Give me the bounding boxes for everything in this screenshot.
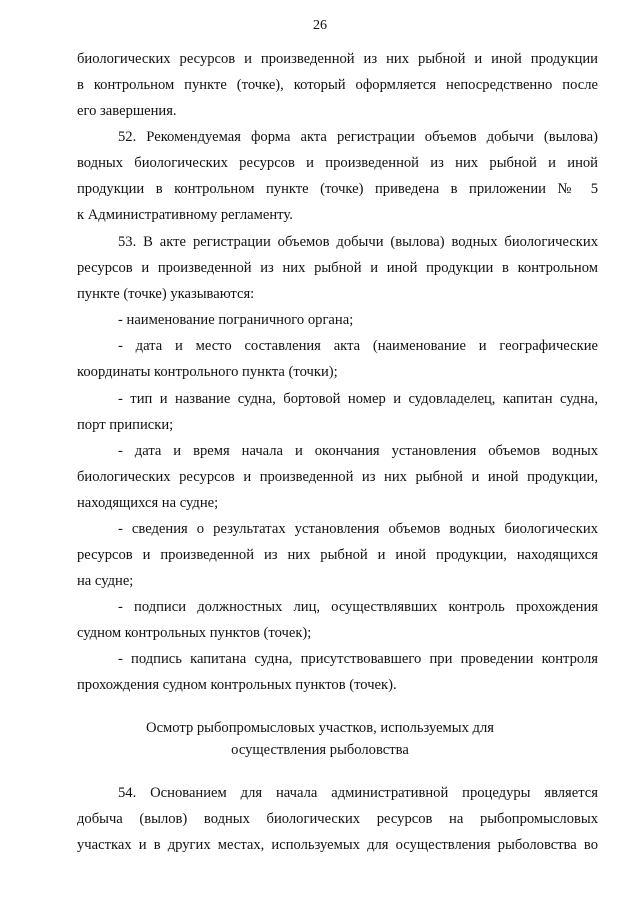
list-item: - подписи должностных лиц, осуществлявших контроль прохождения <box>118 599 598 615</box>
text-line: координаты контрольного пункта (точки); <box>77 364 338 380</box>
text-line: биологических ресурсов и произведенной из них рыбной и иной продукции, <box>77 469 598 485</box>
list-item: - сведения о результатах установления объемов водных биологических <box>118 521 598 537</box>
list-item: - подпись капитана судна, присутствовавшего при проведении контроля <box>118 651 598 667</box>
list-item: - наименование пограничного органа; <box>118 312 354 328</box>
section-heading: осуществления рыболовства <box>231 742 409 758</box>
text-line: участках и в других местах, используемых для осуществления рыболовства во <box>77 837 598 853</box>
text-line: добыча (вылов) водных биологических ресурсов на рыбопромысловых <box>77 811 598 827</box>
section-heading: Осмотр рыбопромысловых участков, используемых для <box>146 720 494 736</box>
paragraph-52-line: 52. Рекомендуемая форма акта регистрации объемов добычи (вылова) <box>118 129 598 145</box>
text-line: в контрольном пункте (точке), который оформляется непосредственно после <box>77 77 598 93</box>
text-line: биологических ресурсов и произведенной из них рыбной и иной продукции <box>77 51 598 67</box>
list-item: - тип и название судна, бортовой номер и судовладелец, капитан судна, <box>118 391 598 407</box>
text-line: водных биологических ресурсов и произведенной из них рыбной и иной <box>77 155 598 171</box>
text-line: прохождения судном контрольных пунктов (точек). <box>77 677 397 693</box>
text-line: находящихся на судне; <box>77 495 219 511</box>
text-line: на судне; <box>77 573 134 589</box>
paragraph-54-line: 54. Основанием для начала административной процедуры является <box>118 785 598 801</box>
text-line: его завершения. <box>77 103 177 119</box>
list-item: - дата и время начала и окончания установления объемов водных <box>118 443 598 459</box>
text-line: ресурсов и произведенной из них рыбной и иной продукции, находящихся <box>77 547 598 563</box>
text-line: ресурсов и произведенной из них рыбной и иной продукции в контрольном <box>77 260 598 276</box>
text-line: судном контрольных пунктов (точек); <box>77 625 312 641</box>
text-line: порт приписки; <box>77 417 174 433</box>
text-line: пункте (точке) указываются: <box>77 286 255 302</box>
text-line: продукции в контрольном пункте (точке) приведена в приложении № 5 <box>77 181 598 197</box>
paragraph-53-line: 53. В акте регистрации объемов добычи (вылова) водных биологических <box>118 234 598 250</box>
text-line: к Административному регламенту. <box>77 207 293 223</box>
page-number: 26 <box>313 18 327 33</box>
list-item: - дата и место составления акта (наименование и географические <box>118 338 598 354</box>
